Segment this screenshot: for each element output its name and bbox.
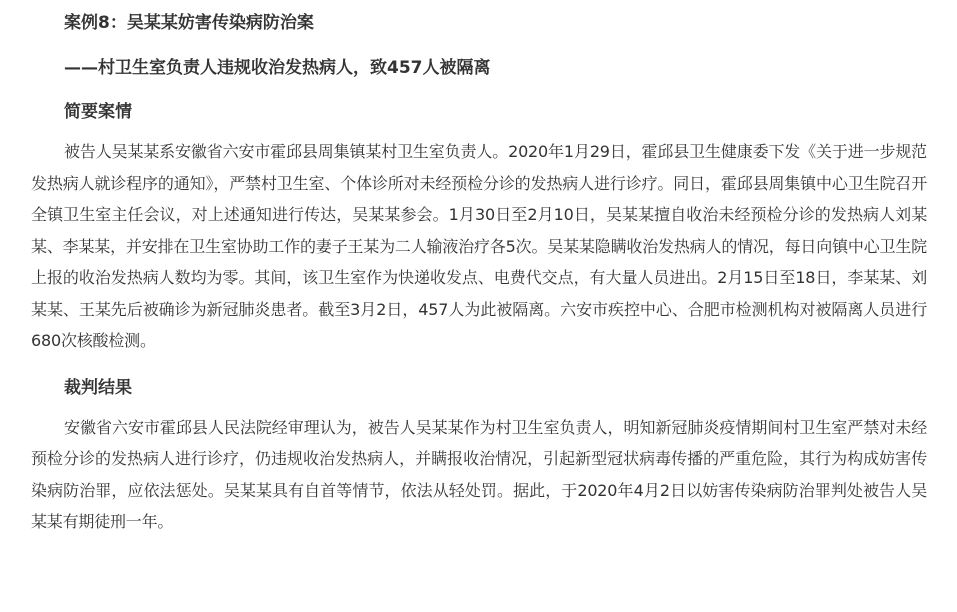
paragraph-brief-facts: 被告人吴某某系安徽省六安市霍邱县周集镇某村卫生室负责人。2020年1月29日，霍邱县卫生健康委下发《关于进一步规范发热病人就诊程序的通知》，严禁村卫生室、个体诊所对未经预检分诊的发热病人进行诊疗。同日，霍邱县周集镇中心卫生院召开全镇卫生室主任会议，对上述通知进行传达，吴某某参会。1月30日至2月10日，吴某某擅自收治未经预检分诊的发热病人刘某某、李某某，并安排在卫生室协助工作的妻子王某为二人输液治疗各5次。吴某某隐瞒收治发热病人的情况，每日向镇中心卫生院上报的收治发热病人数均为零。其间，该卫生室作为快递收发点、电费代交点，有大量人员进出。2月15日至18日，李某某、刘某某、王某先后被确诊为新冠肺炎患者。截至3月2日，457人为此被隔离。六安市疾控中心、合肥市检测机构对被隔离人员进行680次核酸检测。	[31, 142, 927, 350]
paragraph-judgment: 安徽省六安市霍邱县人民法院经审理认为，被告人吴某某作为村卫生室负责人，明知新冠肺炎疫情期间村卫生室严禁对未经预检分诊的发热病人进行诊疗，仍违规收治发热病人，并瞒报收治情况，引起新型冠状病毒传播的严重危险，其行为构成妨害传染病防治罪，应依法惩处。吴某某具有自首等情节，依法从轻处罚。据此，于2020年4月2日以妨害传染病防治罪判处被告人吴某某有期徒刑一年。	[31, 417, 927, 531]
case-subtitle: ——村卫生室负责人违规收治发热病人，致457人被隔离	[64, 58, 491, 78]
section-heading-brief-facts: 简要案情	[64, 102, 132, 122]
section-heading-judgment: 裁判结果	[64, 377, 132, 398]
case-title: 案例8：吴某某妨害传染病防治案	[64, 13, 314, 33]
